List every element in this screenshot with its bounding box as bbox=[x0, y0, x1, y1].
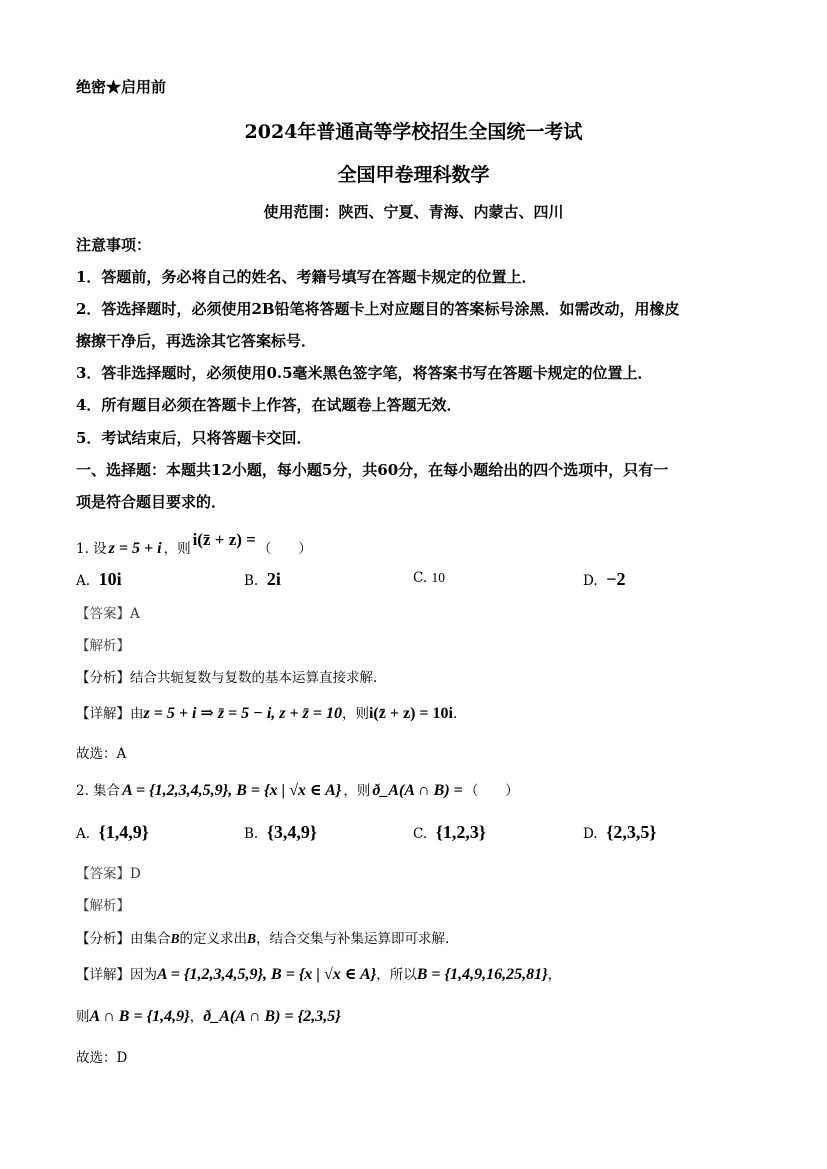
q1-expr: i(z̄ + z) = bbox=[192, 530, 256, 549]
q2-sets: A = {1,2,3,4,5,9}, B = {x | √x ∈ A} bbox=[122, 782, 342, 799]
q1-paren: （ ） bbox=[257, 541, 312, 557]
q2-option-c-value: {1,2,3} bbox=[435, 822, 486, 842]
q1-given: z = 5 + i bbox=[108, 540, 162, 557]
section-heading: 一、选择题：本题共12小题，每小题5分，共60分，在每小题给出的四个选项中，只有一 bbox=[76, 461, 669, 479]
q2-middle: ，则 bbox=[343, 783, 371, 799]
q1-option-a: A. 10i bbox=[76, 569, 122, 589]
q1-option-b: B. 2i bbox=[244, 569, 281, 589]
q2-intersection: A ∩ B = {1,4,9} bbox=[89, 1008, 190, 1025]
q2-option-b-value: {3,4,9} bbox=[266, 822, 317, 842]
q2-option-a: A. {1,4,9} bbox=[76, 822, 149, 842]
q1-detail: 【详解】由z = 5 + i ⇒ z̄ = 5 − i, z + z̄ = 10，则i(z̄ + z) = 10i. bbox=[76, 705, 458, 722]
q2-paren: （ ） bbox=[464, 783, 519, 799]
q1-analysis-heading: 【解析】 bbox=[76, 638, 130, 654]
note-item: 1．答题前，务必将自己的姓名、考籍号填写在答题卡规定的位置上． bbox=[76, 268, 537, 286]
q1-detail-math: z = 5 + i ⇒ z̄ = 5 − i, z + z̄ = 10 bbox=[143, 705, 342, 722]
q2-option-c: C. {1,2,3} bbox=[413, 822, 486, 842]
q1-answer: 【答案】A bbox=[76, 606, 140, 622]
question-1 bbox=[76, 530, 312, 558]
q1-option-a-value: 10i bbox=[98, 569, 122, 589]
q2-option-d-value: {2,3,5} bbox=[606, 822, 657, 842]
section-heading-cont: 项是符合题目要求的． bbox=[76, 493, 227, 511]
q2-answer: 【答案】D bbox=[76, 866, 141, 882]
q1-detail-result: i(z̄ + z) = 10i bbox=[368, 705, 453, 722]
notes-heading: 注意事项： bbox=[76, 236, 152, 254]
q2-expr: ð_A(A ∩ B) = bbox=[372, 782, 463, 799]
q2-analysis: 【分析】由集合B的定义求出B，结合交集与补集运算即可求解. bbox=[76, 931, 450, 947]
note-item: 4．所有题目必须在答题卡上作答，在试题卷上答题无效． bbox=[76, 396, 462, 414]
q2-choice: 故选：D bbox=[76, 1050, 128, 1066]
q2-option-a-value: {1,4,9} bbox=[98, 822, 149, 842]
q2-complement: ð_A(A ∩ B) = {2,3,5} bbox=[203, 1008, 341, 1025]
question-2 bbox=[76, 779, 519, 800]
q2-analysis-heading: 【解析】 bbox=[76, 898, 130, 914]
q1-option-c-value: 10 bbox=[431, 570, 445, 585]
q1-middle: ，则 bbox=[163, 541, 191, 557]
q1-analysis: 【分析】结合共轭复数与复数的基本运算直接求解. bbox=[76, 670, 378, 686]
q2-option-d: D. {2,3,5} bbox=[583, 822, 657, 842]
q1-choice: 故选：A bbox=[76, 746, 127, 762]
q1-option-d-value: −2 bbox=[606, 569, 626, 589]
usage-scope: 使用范围：陕西、宁夏、青海、内蒙古、四川 bbox=[263, 203, 564, 221]
exam-title: 2024年普通高等学校招生全国统一考试 bbox=[244, 121, 583, 143]
note-item: 擦擦干净后，再选涂其它答案标号． bbox=[76, 332, 317, 350]
q1-prefix: 1. 设 bbox=[76, 541, 107, 557]
q1-option-d: D. −2 bbox=[583, 569, 626, 589]
note-item: 5．考试结束后，只将答题卡交回． bbox=[76, 429, 312, 447]
q1-option-b-value: 2i bbox=[266, 569, 281, 589]
exam-subtitle: 全国甲卷理科数学 bbox=[337, 164, 490, 186]
q2-prefix: 2. 集合 bbox=[76, 783, 121, 799]
q2-detail: 【详解】因为A = {1,2,3,4,5,9}, B = {x | √x ∈ A}，所以B = {1,4,9,16,25,81}， bbox=[76, 966, 562, 983]
q2-option-b: B. {3,4,9} bbox=[244, 822, 317, 842]
q2-detail-math: A = {1,2,3,4,5,9}, B = {x | √x ∈ A} bbox=[157, 966, 377, 983]
q1-option-c: C. 10 bbox=[413, 570, 445, 586]
q2-detail-result: B = {1,4,9,16,25,81} bbox=[416, 966, 548, 983]
secret-label: 绝密★启用前 bbox=[76, 78, 167, 96]
note-item: 2．答选择题时，必须使用2B铅笔将答题卡上对应题目的答案标号涂黑．如需改动，用橡皮 bbox=[76, 300, 680, 318]
note-item: 3．答非选择题时，必须使用0.5毫米黑色签字笔，将答案书写在答题卡规定的位置上． bbox=[76, 364, 653, 382]
q2-detail-line2: 则A ∩ B = {1,4,9}，ð_A(A ∩ B) = {2,3,5} bbox=[76, 1008, 341, 1025]
